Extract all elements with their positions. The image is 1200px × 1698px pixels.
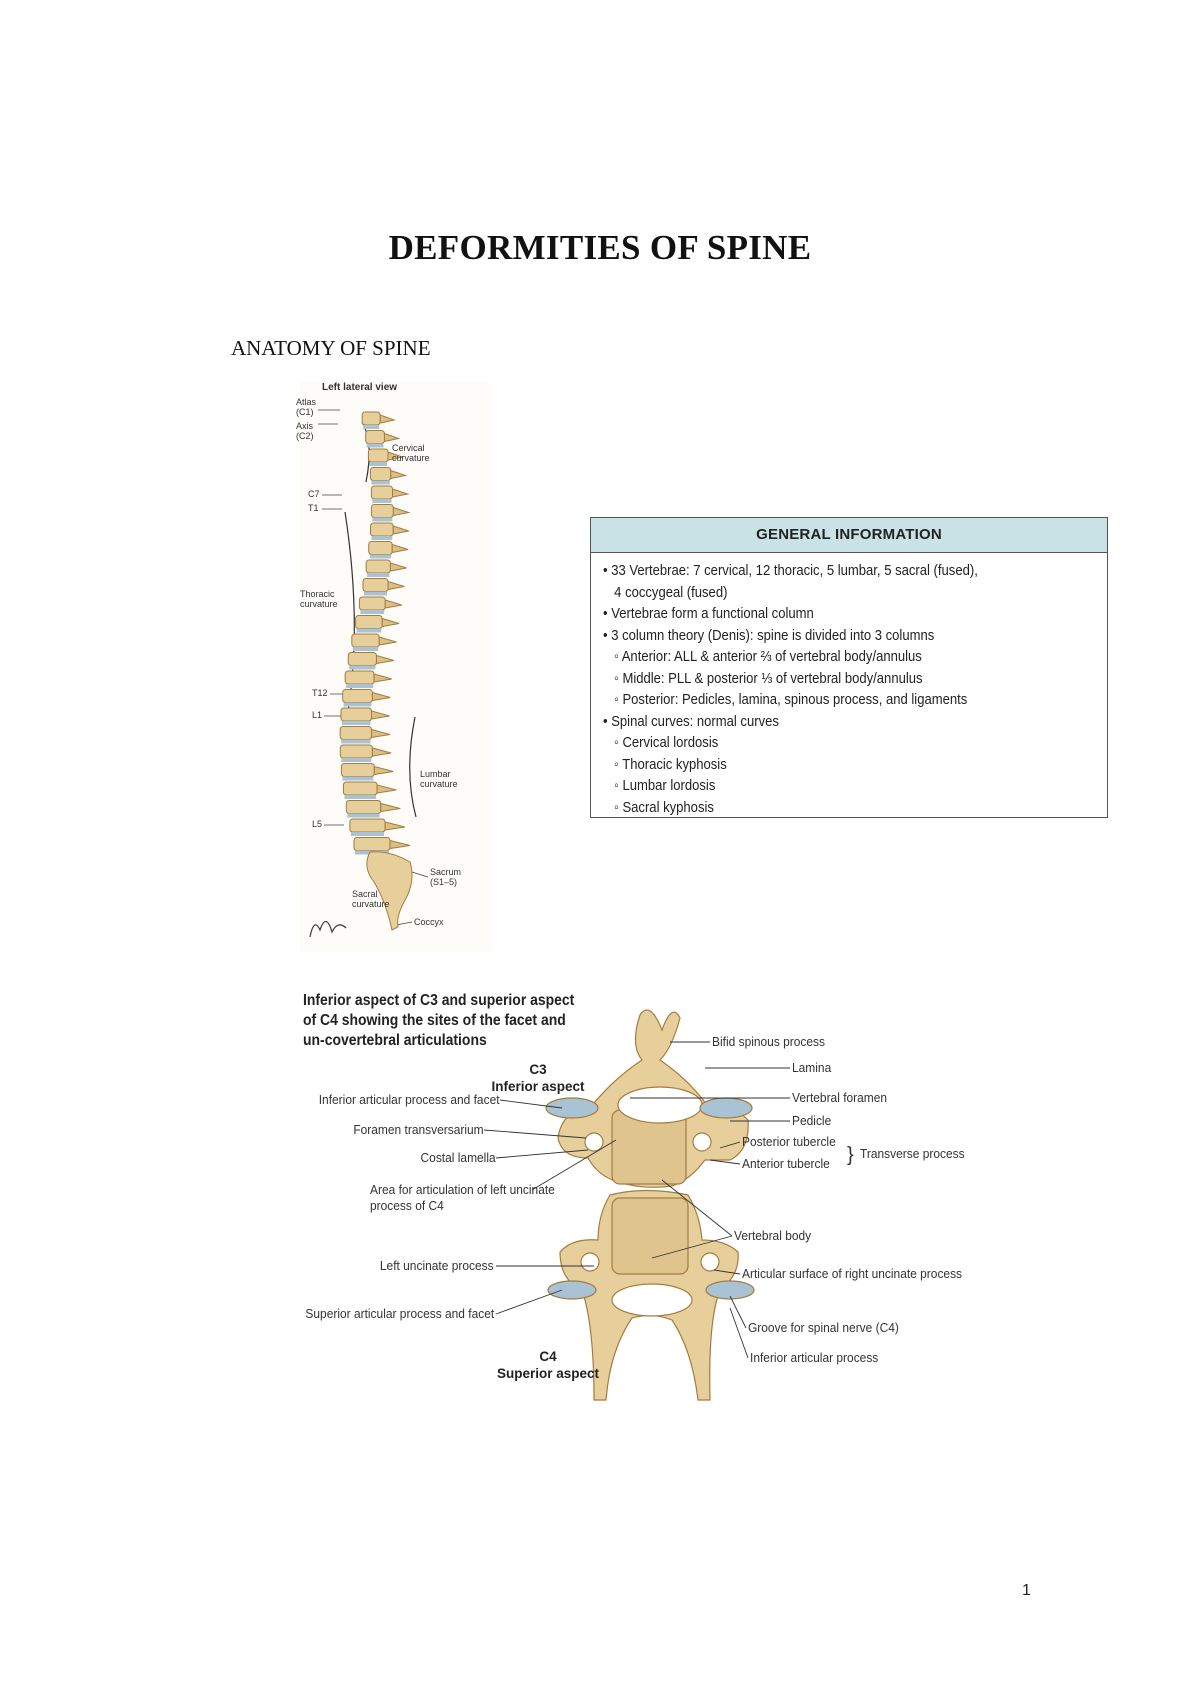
bullet-icon: • <box>603 605 612 622</box>
vertebra-shape <box>359 597 385 610</box>
disc-shape <box>344 795 376 799</box>
disc-shape <box>369 462 387 466</box>
c3-heading <box>478 1061 598 1095</box>
vertebra-shape <box>341 708 372 721</box>
info-list-item <box>603 560 1036 582</box>
label-lamina: Lamina <box>792 1060 832 1075</box>
disc-shape <box>351 832 384 836</box>
disc-shape <box>364 592 387 596</box>
info-list-item <box>603 754 1036 776</box>
sub-bullet-icon: ◦ <box>614 669 623 687</box>
label-articular-surface-uncinate: Articular surface of right uncinate process <box>742 1266 963 1281</box>
info-item-text: 4 coccygeal (fused) <box>614 583 728 601</box>
label-sacral-curvature: Sacral curvature <box>352 889 390 909</box>
disc-shape <box>371 481 389 485</box>
page-number: 1 <box>1022 1582 1031 1599</box>
info-list-item <box>603 711 1036 733</box>
c3-aspect-label: Inferior aspect <box>491 1079 585 1094</box>
label-l5: L5 <box>312 819 323 829</box>
label-inferior-articular-process: Inferior articular process and facet <box>319 1092 500 1107</box>
disc-shape <box>367 573 389 577</box>
info-list-item <box>603 625 1036 647</box>
bullet-icon: • <box>603 712 612 730</box>
label-costal-lamella: Costal lamella <box>420 1150 496 1165</box>
label-atlas: Atlas (C1) <box>296 397 317 417</box>
vertebra-shape <box>363 579 388 592</box>
spine-lateral-figure <box>296 382 490 952</box>
info-list-item <box>603 582 1036 604</box>
label-coccyx: Coccyx <box>414 917 444 927</box>
label-c7: C7 <box>308 489 320 499</box>
disc-shape <box>363 425 379 429</box>
disc-shape <box>349 666 375 670</box>
disc-shape <box>372 499 391 503</box>
label-l1: L1 <box>312 710 323 720</box>
label-inferior-articular-process-c4: Inferior articular process <box>750 1350 879 1365</box>
sub-bullet-icon: ◦ <box>614 777 623 794</box>
spine-illustration <box>300 382 490 952</box>
label-pedicle: Pedicle <box>792 1113 832 1128</box>
info-item-text: Thoracic kyphosis <box>622 755 727 773</box>
label-posterior-tubercle: Posterior tubercle <box>742 1134 836 1149</box>
label-axis: Axis (C2) <box>296 421 314 441</box>
disc-shape <box>367 444 384 448</box>
vertebra-shape <box>366 431 385 444</box>
vertebra-shape <box>343 782 377 795</box>
vertebra-shape <box>371 505 393 518</box>
vertebra-shape <box>350 819 385 832</box>
info-item-text: Vertebrae form a functional column <box>611 605 814 622</box>
info-list-item <box>603 732 1036 754</box>
vertebra-shape <box>340 727 371 740</box>
c4-heading <box>488 1348 608 1382</box>
label-sacrum: Sacrum (S1–5) <box>430 867 462 887</box>
info-item-text: Cervical lordosis <box>622 734 719 751</box>
disc-shape <box>342 777 373 781</box>
disc-shape <box>370 555 391 559</box>
vertebra-shape <box>366 560 390 573</box>
disc-shape <box>347 814 379 818</box>
vertebra-shape <box>345 671 374 684</box>
vertebra-figure-caption: Inferior aspect of C3 and superior aspect of C4 showing the sites of the facet and un-covertebral articulations <box>303 992 575 1049</box>
vertebra-shape <box>341 764 374 777</box>
vertebra-shape <box>343 690 373 703</box>
vertebra-shape <box>354 838 390 851</box>
vertebra-shape <box>368 449 388 462</box>
general-information-heading: GENERAL INFORMATION <box>591 518 1107 553</box>
c3-c4-vertebra-figure <box>300 990 1010 1410</box>
label-area-articulation-line1: Area for articulation of left uncinate <box>370 1182 555 1197</box>
label-thoracic-curvature: Thoracic curvature <box>300 589 338 609</box>
general-information-list <box>591 553 1107 818</box>
label-t1: T1 <box>308 503 319 513</box>
info-item-text: 3 column theory (Denis): spine is divided into 3 columns <box>611 626 935 644</box>
info-list-item <box>603 603 1036 625</box>
general-information-box <box>590 517 1108 818</box>
vertebra-shape <box>369 542 392 555</box>
page-title: DEFORMITIES OF SPINE <box>388 228 812 267</box>
spine-view-title: Left lateral view <box>322 382 398 393</box>
info-list-item <box>603 668 1036 690</box>
sub-bullet-icon: ◦ <box>614 691 623 708</box>
info-item-text: Middle: PLL & posterior ⅓ of vertebral body/annulus <box>622 669 923 687</box>
label-anterior-tubercle: Anterior tubercle <box>742 1156 830 1171</box>
vertebra-shape <box>371 486 392 499</box>
info-item-text: Posterior: Pedicles, lamina, spinous process, and ligaments <box>622 691 968 708</box>
info-list-item <box>603 797 1036 819</box>
disc-shape <box>346 684 373 688</box>
disc-shape <box>357 629 382 633</box>
info-item-text: 33 Vertebrae: 7 cervical, 12 thoracic, 5 lumbar, 5 sacral (fused), <box>611 562 978 579</box>
label-t12: T12 <box>312 688 328 698</box>
label-transverse-process: Transverse process <box>860 1146 965 1161</box>
sub-bullet-icon: ◦ <box>614 755 623 773</box>
label-lumbar-curvature: Lumbar curvature <box>420 769 458 789</box>
sub-bullet-icon: ◦ <box>614 648 622 665</box>
bullet-icon: • <box>603 562 612 579</box>
info-item-text: Lumbar lordosis <box>622 777 716 794</box>
disc-shape <box>372 536 393 540</box>
vertebra-shape <box>362 412 380 425</box>
label-superior-articular-process: Superior articular process and facet <box>305 1306 494 1321</box>
section-heading: ANATOMY OF SPINE <box>231 336 431 360</box>
info-item-text: Anterior: ALL & anterior ⅔ of vertebral body/annulus <box>621 648 922 665</box>
label-left-uncinate-process: Left uncinate process <box>380 1258 494 1273</box>
vertebra-shape <box>340 745 372 758</box>
label-vertebral-body: Vertebral body <box>734 1228 812 1243</box>
label-groove-spinal-nerve: Groove for spinal nerve (C4) <box>748 1320 899 1335</box>
sub-bullet-icon: ◦ <box>614 734 623 751</box>
info-list-item <box>603 689 1036 711</box>
c4-aspect-label: Superior aspect <box>496 1366 600 1381</box>
disc-shape <box>344 703 372 707</box>
info-list-item <box>603 775 1036 797</box>
vertebra-shape <box>348 653 376 666</box>
vertebra-shape <box>371 523 394 536</box>
label-area-articulation-line2: process of C4 <box>370 1198 444 1213</box>
disc-shape <box>341 758 371 762</box>
sub-bullet-icon: ◦ <box>614 798 623 816</box>
label-vertebral-foramen: Vertebral foramen <box>792 1090 888 1105</box>
transverse-brace: } <box>847 1144 854 1166</box>
label-foramen-transversarium: Foramen transversarium <box>353 1122 484 1137</box>
info-item-text: Spinal curves: normal curves <box>611 712 779 730</box>
c3-label: C3 <box>529 1062 547 1077</box>
disc-shape <box>341 740 370 744</box>
vertebra-shape <box>352 634 379 647</box>
vertebra-shape <box>346 801 380 814</box>
vertebra-shape <box>356 616 383 629</box>
info-list-item <box>603 646 1036 668</box>
info-item-text: Sacral kyphosis <box>622 798 714 816</box>
disc-shape <box>342 721 371 725</box>
bullet-icon: • <box>603 626 612 644</box>
label-cervical-curvature: Cervical curvature <box>392 443 430 463</box>
disc-shape <box>360 610 384 614</box>
c4-label: C4 <box>539 1349 557 1364</box>
label-bifid-spinous-process: Bifid spinous process <box>712 1034 826 1049</box>
disc-shape <box>372 518 392 522</box>
disc-shape <box>353 647 378 651</box>
vertebra-shape <box>370 468 390 481</box>
